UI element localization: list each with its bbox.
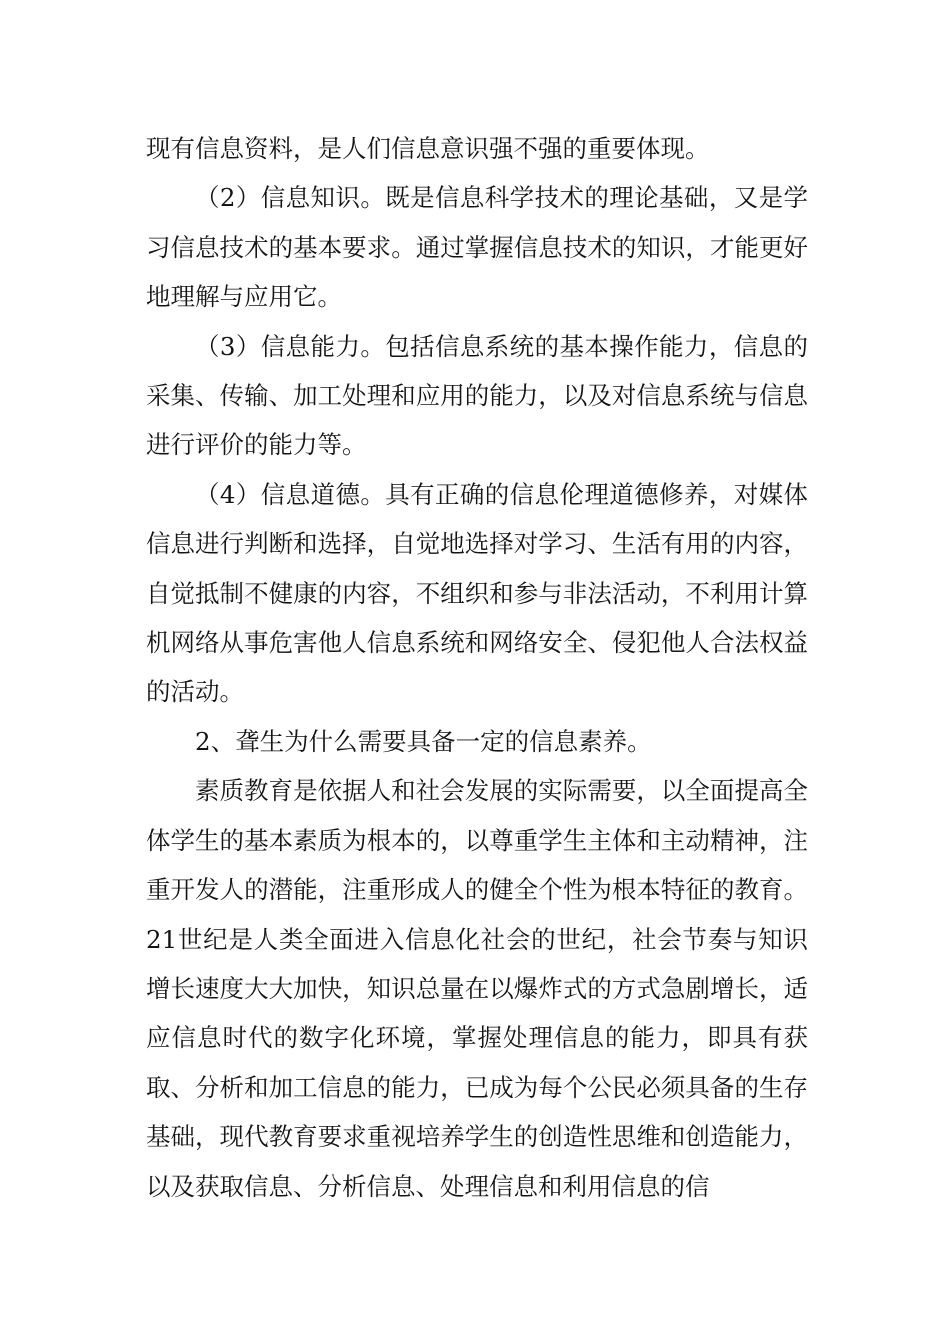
paragraph-information-ethics: （4）信息道德。具有正确的信息伦理道德修养，对媒体信息进行判断和选择，自觉地选择对学习、生活有用的内容，自觉抵制不健康的内容，不组织和参与非法活动，不利用计算机网络从事危害他人信息系统和网络安全、侵犯他人合法权益的活动。 (146, 479, 808, 707)
paragraph-continuation: 现有信息资料，是人们信息意识强不强的重要体现。 (146, 134, 710, 163)
body-text (146, 124, 808, 1211)
section-heading: 2、聋生为什么需要具备一定的信息素养。 (195, 726, 652, 756)
paragraph-information-ability: （3）信息能力。包括信息系统的基本操作能力，信息的采集、传输、加工处理和应用的能力，以及对信息系统与信息进行评价的能力等。 (146, 331, 808, 460)
paragraph-information-knowledge: （2）信息知识。既是信息科学技术的理论基础，又是学习信息技术的基本要求。通过掌握信息技术的知识，才能更好地理解与应用它。 (146, 183, 808, 312)
paragraph-quality-education: 素质教育是依据人和社会发展的实际需要，以全面提高全体学生的基本素质为根本的，以尊重学生主体和主动精神，注重开发人的潜能，注重形成人的健全个性为根本特征的教育。21世纪是人类全面进入信息化社会的世纪，社会节奏与知识增长速度大大加快，知识总量在以爆炸式的方式急剧增长，适应信息时代的数字化环境，掌握处理信息的能力，即具有获取、分析和加工信息的能力，已成为每个公民必须具备的生存基础，现代教育要求重视培养学生的创造性思维和创造能力，以及获取信息、分析信息、处理信息和利用信息的信 (146, 776, 808, 1201)
